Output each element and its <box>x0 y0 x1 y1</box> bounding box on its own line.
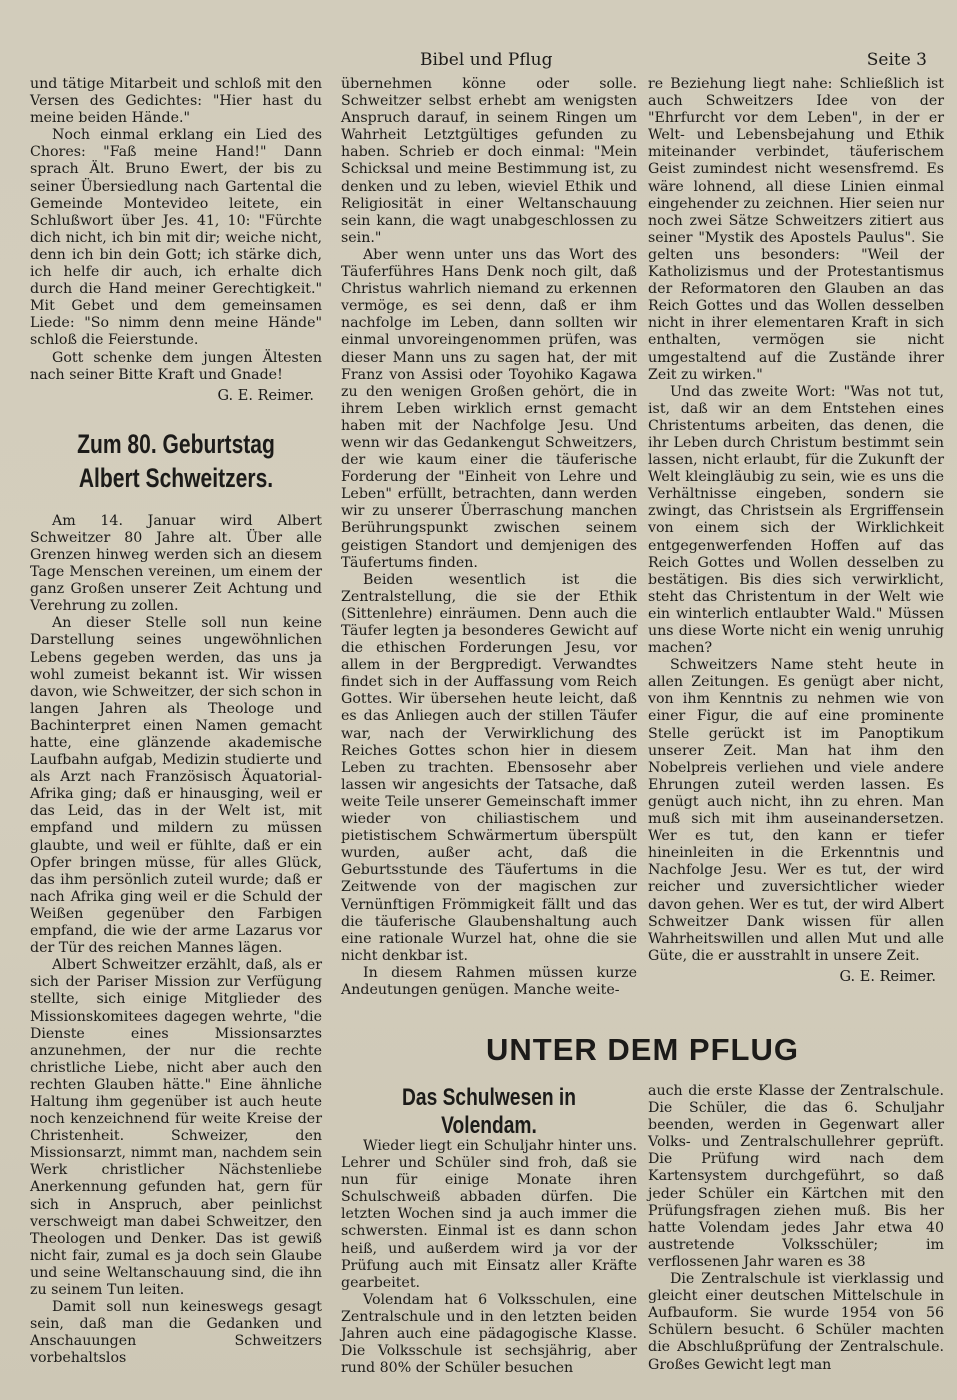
page-number: Seite 3 <box>866 50 927 70</box>
paragraph: Wieder liegt ein Schuljahr hinter uns. Lehrer und Schüler sind froh, daß sie nun für einige Monate ihren Schulschweiß abbaden dürfen. Die letzten Wochen sind ja auch immer die schwersten. Einmal ist es dann schon heiß, und außerdem wird ja vor der Prüfung auch mit Einsatz aller Kräfte gearbeitet. <box>341 1138 637 1291</box>
paragraph: Die Zentralschule ist vierklassig und gleicht einer deutschen Mittelschule in Aufbauform. Sie wurde 1954 von 56 Schülern besucht. 6 Schüler machten die Abschlußprüfung der Zentralschule. Großes Gewicht legt man <box>648 1271 944 1373</box>
column-2 <box>341 76 637 999</box>
section-column-3 <box>648 1083 944 1374</box>
paragraph: Beiden wesentlich ist die Zentralstellung, die sie der Ethik (Sittenlehre) einräumen. Denn auch die Täufer legten ja besonderes Gewicht auf die ethischen Forderungen Jesu, vor allem in der Bergpredigt. Verwandtes findet sich in der Auffassung vom Reich Gottes. Wir übersehen heute leicht, daß es das Anliegen auch der stillen Täufer war, nach der Verwirklichung des Reiches Gottes schon hier in diesem Leben zu trachten. Ebensosehr aber lassen wir angesichts der Tatsache, daß weite Teile unserer Gemeinschaft immer wieder von chiliastischem und pietistischem Schwärmertum überspült wurden, außer acht, daß die Geburtsstunde des Täufertums in die Zeitwende von der magischen zur Vernünftigen Frömmigkeit fällt und das die täuferische Glaubenshaltung auch eine rationale Wurzel hat, ohne die sie nicht denkbar ist. <box>341 571 637 964</box>
author-signature: G. E. Reimer. <box>217 387 314 404</box>
section-title: UNTER DEM PFLUG <box>486 1032 799 1067</box>
column-3 <box>648 76 944 986</box>
paragraph: Volendam hat 6 Volksschulen, eine Zentralschule und in den letzten beiden Jahren auch eine pädagogische Klasse. Die Volksschule ist sechsjährig, aber rund 80% der Schüler besuchen <box>341 1291 637 1377</box>
paragraph: übernehmen könne oder solle. Schweitzer selbst erhebt am wenigsten Anspruch darauf, in seinem Ringen um Wahrheit Letztgültiges gefunden zu haben. Schrieb er doch einmal: "Mein Schicksal und meine Bestimmung ist, zu denken und zu leben, wieviel Ethik und Religiosität in einer Weltanschauung sein kann, die wagt unabgeschlossen zu sein." <box>341 76 637 246</box>
paragraph: In diesem Rahmen müssen kurze Andeutungen genügen. Manche weite- <box>341 964 637 998</box>
paragraph: Und das zweite Wort: "Was not tut, ist, daß wir an dem Entstehen eines Christentums arbeiten, das denen, die ihr Leben durch Christum bestimmt sein lassen, nicht erlaubt, für die Zukunft der Welt kleingläubig zu sein, wie es uns die Verhältnisse eingeben, sondern sie zwingt, das Christsein als Ergriffensein von einem sich der Wirklichkeit entgegenwerfenden Hoffen auf das Reich Gottes und Wollen desselben zu bestätigen. Bis dies sich verwirklicht, steht das Christentum in der Welt wie ein winterlich entlaubter Wald." Müssen uns diese Worte nicht ein wenig unruhig machen? <box>648 383 944 657</box>
page-header <box>0 50 957 74</box>
column-1 <box>30 76 322 1367</box>
article-headline: Das Schulwesen in Volendam. <box>402 1084 576 1139</box>
article-headline: Zum 80. Geburtstag Albert Schweitzers. <box>77 428 275 493</box>
paragraph: Aber wenn unter uns das Wort des Täuferführes Hans Denk noch gilt, daß Christus wahrlich niemand zu erkennen vermöge, es sei denn, daß er ihm nachfolge im Leben, dann sollten wir einmal unvoreingenommen prüfen, was dieser Mann uns zu sagen hat, der mit Franz von Assisi oder Toyohiko Kagawa zu den wenigen Großen gehört, die in ihrem Leben wirklich ernst gemacht haben mit der Nachfolge Jesu. Und wenn wir das Gedankengut Schweitzers, der wie kaum einer die täuferische Forderung der "Einheit von Lehre und Leben" erfüllt, betrachten, dann werden wir zu unserer Überraschung manchen Berührungspunkt zwischen seinem geistigen Standort und demjenigen des Täufertums finden. <box>341 246 637 571</box>
paragraph: Schweitzers Name steht heute in allen Zeitungen. Es genügt aber nicht, von ihm Kenntnis zu nehmen wie von einer Figur, die auf eine prominente Stelle gerückt ist im Panoptikum unserer Zeit. Man hat ihm den Nobelpreis verliehen und viele andere Ehrungen zuteil werden lassen. Es genügt auch nicht, ihn zu ehren. Man muß sich mit ihm auseinandersetzen. Wer es tut, den kann er tiefer hineinleiten in die Erkenntnis und Nachfolge Jesu. Wer es tut, der wird reicher und zuversichtlicher wieder davon gehen. Wer es tut, der wird Albert Schweitzer Dank wissen für allen Wahrheitswillen und allen Mut und alle Güte, die er ausstrahlt in unsere Zeit. <box>648 657 944 964</box>
author-signature: G. E. Reimer. <box>839 968 936 985</box>
paragraph: auch die erste Klasse der Zentralschule. Die Schüler, die das 6. Schuljahr beenden, werden in Gegenwart aller Volks- und Zentralschullehrer geprüft. Die Prüfung wird nach dem Kartensystem durchgeführt, so daß jeder Schüler ein Kärtchen mit den Prüfungsfragen ziehen muß. Bis her hatte Volendam jedes Jahr etwa 40 austretende Volksschüler; im verflossenen Jahr waren es 38 <box>648 1083 944 1270</box>
paragraph: Am 14. Januar wird Albert Schweitzer 80 Jahre alt. Über alle Grenzen hinweg werden sich an diesem Tage Menschen vereinen, um einem der ganz Großen unserer Zeit Achtung und Verehrung zu zollen. <box>30 512 322 615</box>
paragraph: und tätige Mitarbeit und schloß mit den Versen des Gedichtes: "Hier hast du meine beiden Hände." <box>30 76 322 127</box>
paragraph: Albert Schweitzer erzählt, daß, als er sich der Pariser Mission zur Verfügung stellte, sich einige Mitglieder des Missionskomitees dagegen wehrte, "die Dienste eines Missionsarztes anzunehmen, der nur die rechte christliche Liebe, nicht aber auch den rechten Glauben hätte." Eine ähnliche Haltung ihm gegenüber ist auch heute noch kenzeichnend für weite Kreise der Christenheit. Schweizer, den Missionsarzt, nimmt man, nachdem sein Werk christlicher Nächstenliebe Anerkennung gefunden hat, gern für sich in Anspruch, aber peinlichst verschweigt man dabei Schweitzer, den Theologen und Denker. Das ist gewiß nicht fair, zumal es ja doch sein Glaube und seine Weltanschauung sind, die ihn zu seinem Tun leiten. <box>30 957 322 1298</box>
paragraph: re Beziehung liegt nahe: Schließlich ist auch Schweitzers Idee von der "Ehrfurcht vor dem Leben", in der er Welt- und Lebensbejahung und Ethik miteinander verbindet, täuferischem Geist zumindest nicht wesensfremd. Es wäre lohnend, all diese Linien einmal eingehender zu zeichnen. Hier seien nur noch zwei Sätze Schweitzers zitiert aus seiner "Mystik des Apostels Paulus". Sie gelten uns besonders: "Weil der Katholizismus und der Protestantismus der Reformatoren den Glauben an das Reich Gottes und das Wollen desselben nicht in ihrer elementaren Kraft in sich enthalten, vermögen sie nicht umgestaltend auf die Zustände ihrer Zeit zu wirken." <box>648 76 944 383</box>
paragraph: Noch einmal erklang ein Lied des Chores: "Faß meine Hand!" Dann sprach Ält. Bruno Ewert, der bis zu seiner Übersiedlung nach Gartental die Gemeinde Montevideo leitete, ein Schlußwort über Jes. 41, 10: "Fürchte dich nicht, ich bin mit dir; weiche nicht, denn ich bin dein Gott; ich stärke dich, ich helfe dir auch, ich erhalte dich durch die Hand meiner Gerechtigkeit." Mit Gebet und dem gemeinsamen Liede: "So nimm denn meine Hände" schloß die Feierstunde. <box>30 127 322 349</box>
paragraph: Damit soll nun keineswegs gesagt sein, daß man die Gedanken und Anschauungen Schweitzers vorbehaltslos <box>30 1299 322 1367</box>
publication-title: Bibel und Pflug <box>420 50 553 70</box>
paragraph: An dieser Stelle soll nun keine Darstellung seines ungewöhnlichen Lebens gegeben werden, das uns ja wohl zumeist bekannt ist. Wir wissen davon, wie Schweitzer, der sich schon in langen Jahren als Theologe und Bachinterpret einen Namen gemacht hatte, eine glänzende akademische Laufbahn aufgab, Medizin studierte und als Arzt nach Französisch Äquatorial-Afrika ging; daß er hinausging, weil er das Leid, das in der Welt ist, mit empfand und mildern zu müssen glaubte, und weil er fühlte, daß er ein Opfer bringen müsse, für alles Glück, das ihm persönlich zuteil wurde; daß er nach Afrika ging weil er die Schuld der Weißen gegenüber den Farbigen empfand, die wie der arme Lazarus vor der Tür des reichen Mannes lägen. <box>30 615 322 957</box>
section-column-2 <box>341 1138 637 1377</box>
paragraph: Gott schenke dem jungen Ältesten nach seiner Bitte Kraft und Gnade! <box>30 349 322 383</box>
